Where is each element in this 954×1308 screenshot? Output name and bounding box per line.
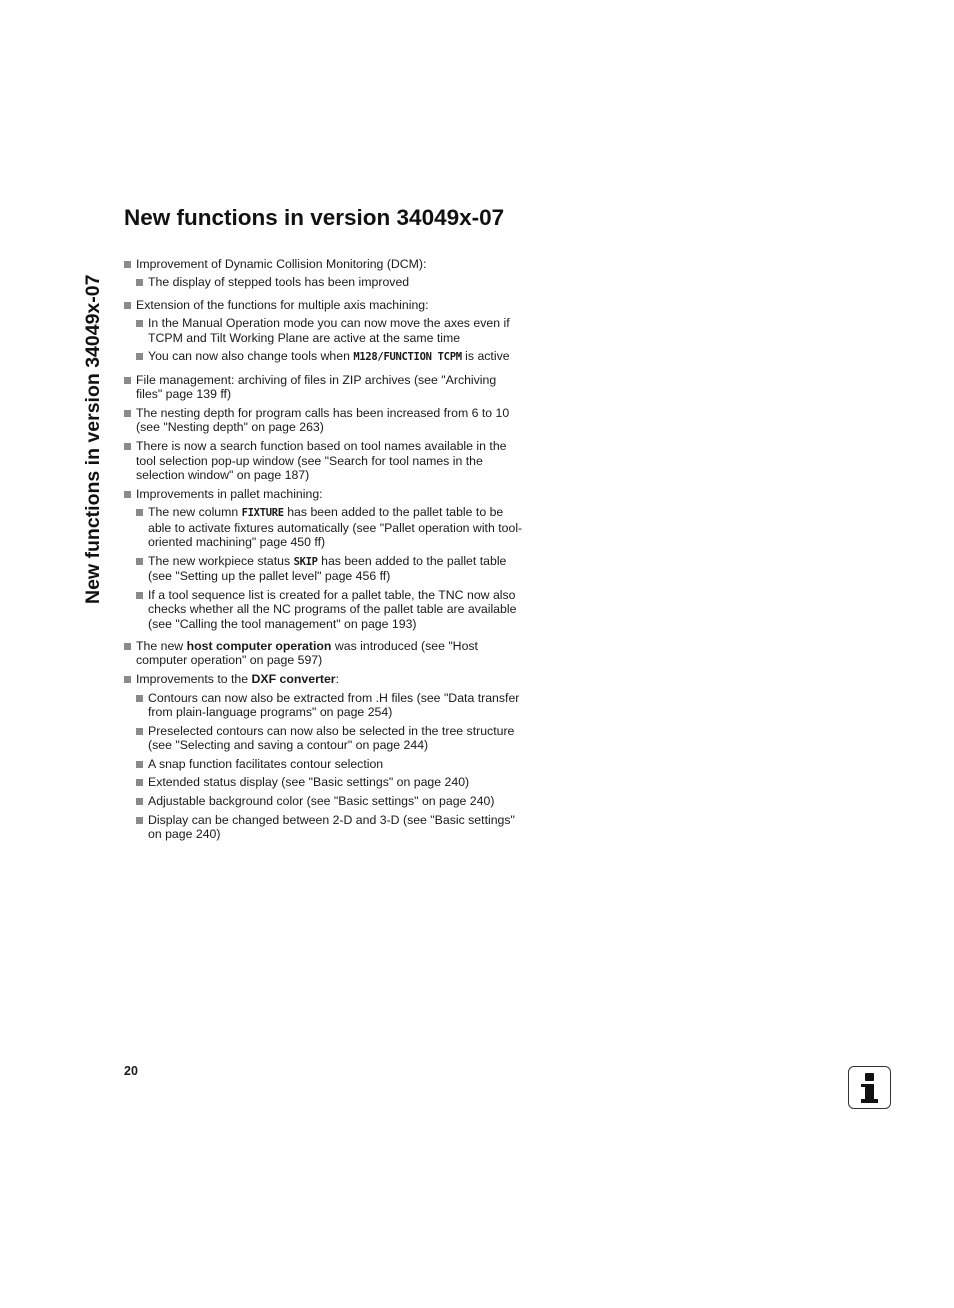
inline-code: /	[377, 351, 384, 364]
text-segment: The new	[136, 639, 187, 653]
feature-subitem	[136, 349, 524, 364]
feature-item	[124, 439, 524, 482]
info-icon-stem	[865, 1084, 874, 1100]
text-segment: Adjustable background color (see "Basic settings" on page 240)	[148, 793, 495, 808]
text-segment: Contours can now also be extracted from .H files (see "Data transfer from plain-language programs" on page 254)	[148, 690, 520, 720]
text-segment: Extension of the functions for multiple axis machining:	[136, 297, 429, 312]
text-segment: Improvements to the	[136, 672, 252, 687]
text-segment: The nesting depth for program calls has been increased from 6 to 10 (see "Nesting depth" on page 263)	[136, 405, 510, 435]
feature-item	[124, 257, 524, 290]
feature-list-container	[124, 257, 524, 849]
feature-subitem	[136, 813, 524, 842]
bold-term: host computer operation	[186, 639, 332, 653]
bold-term: DXF converter	[251, 672, 336, 687]
info-icon-dot	[865, 1073, 874, 1081]
feature-sublist	[136, 691, 524, 842]
feature-sublist	[136, 316, 524, 364]
text-segment: Improvements in pallet machining:	[136, 486, 323, 501]
text-segment: Display can be changed between 2-D and 3-D (see "Basic settings" on page 240)	[148, 812, 515, 841]
feature-item	[124, 406, 524, 435]
feature-sublist	[136, 505, 524, 631]
feature-subitem	[136, 505, 524, 549]
inline-code: SKIP	[293, 555, 318, 568]
page-title: New functions in version 34049x-07	[124, 205, 505, 230]
text-segment: has been added to the pallet table to be able to activate fixtures automatically (see "Pallet operation with tool-oriented machining" page 450 ff)	[148, 505, 523, 550]
text-segment: The display of stepped tools has been improved	[148, 275, 410, 290]
page-number: 20	[124, 1064, 138, 1078]
feature-list	[124, 257, 524, 841]
text-segment: The new workpiece status	[148, 553, 294, 568]
text-segment: File management: archiving of files in ZIP archives (see "Archiving files" page 139 ff)	[136, 372, 497, 402]
feature-subitem	[136, 554, 524, 584]
text-segment: was introduced (see "Host computer operation" on page 597)	[136, 639, 478, 668]
feature-subitem	[136, 757, 524, 771]
info-icon	[848, 1066, 891, 1109]
feature-subitem	[136, 691, 524, 720]
feature-item	[124, 639, 524, 668]
text-segment: The new column	[148, 505, 242, 520]
text-segment: Improvement of Dynamic Collision Monitoring (DCM):	[136, 257, 427, 271]
info-icon-base	[861, 1099, 878, 1103]
inline-code: M128	[353, 351, 378, 364]
inline-code: FUNCTION TCPM	[383, 351, 462, 364]
feature-subitem	[136, 275, 524, 289]
feature-sublist	[136, 275, 524, 289]
feature-item	[124, 373, 524, 402]
text-segment: In the Manual Operation mode you can now move the axes even if TCPM and Tilt Working Plane are active at the same time	[148, 316, 510, 345]
text-segment: Extended status display (see "Basic settings" on page 240)	[148, 775, 470, 790]
text-segment: A snap function facilitates contour selection	[148, 756, 384, 771]
feature-item	[124, 298, 524, 365]
text-segment: :	[335, 672, 339, 687]
feature-subitem	[136, 775, 524, 789]
feature-subitem	[136, 316, 524, 345]
text-segment: is active	[461, 349, 510, 364]
text-segment: If a tool sequence list is created for a pallet table, the TNC now also checks whether all the NC programs of the pallet table are available (see "Calling the tool management" on page 193)	[148, 587, 517, 631]
feature-item	[124, 487, 524, 631]
side-chapter-title: New functions in version 34049x-07	[82, 274, 104, 604]
inline-code: FIXTURE	[241, 507, 284, 520]
text-segment: You can now also change tools when	[148, 349, 354, 364]
feature-subitem	[136, 724, 524, 753]
text-segment: Preselected contours can now also be selected in the tree structure (see "Selecting and saving a contour" on page 244)	[148, 723, 515, 753]
feature-subitem	[136, 794, 524, 808]
feature-subitem	[136, 588, 524, 631]
text-segment: has been added to the pallet table (see "Setting up the pallet level" page 456 ff)	[148, 553, 507, 584]
feature-item	[124, 672, 524, 841]
text-segment: There is now a search function based on tool names available in the tool selection pop-up window (see "Search for tool names in the selection window" on page 187)	[136, 439, 507, 483]
